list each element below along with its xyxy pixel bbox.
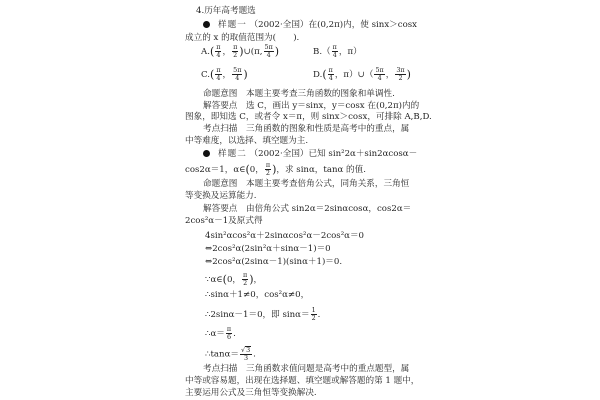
example-1-scan-a: 考点扫描 三角函数的图象和性质是高考中的重点，属: [203, 124, 410, 134]
option-b: B.（ $\frac{\pi}{4}$ ，π）: [313, 43, 362, 59]
example-2-title: [203, 149, 417, 160]
equation-7: ∴α＝ $\frac{\pi}{6}$ .: [205, 325, 236, 341]
section-heading: 4.历年高考题选: [196, 6, 256, 16]
equation-1: 4sin²αcos²α＋2sinαcos²α－2cos²α＝0: [205, 231, 365, 241]
example-2-intent-b: 等变换及运算能力.: [185, 191, 257, 201]
example-2-key-b: 2cos²α－1及原式得: [185, 216, 263, 226]
equation-5: ∴sinα＋1≠0，cos²α≠0，: [205, 290, 310, 300]
bullet-icon: [203, 150, 210, 157]
equation-4: ∵α∈(0， $\frac{\pi}{2}$ )，: [205, 271, 263, 287]
equation-8: ∴tanα＝ $\frac{√3}{3}$ .: [205, 346, 256, 362]
example-1-key-a: 解答要点 选 C，画出 y＝sinx，y＝cosx 在(0,2π)内的: [203, 101, 420, 111]
example-1-key-b: 图象，即知选 C，或者令 x＝π，则 sinx＞cosx，可排除 A,B,D.: [185, 112, 432, 122]
equation-3: ⇔2cos²α(2sinα－1)(sinα＋1)＝0.: [205, 257, 343, 267]
example-2-label: 样题二: [218, 149, 247, 159]
option-d: D.( $\frac{\pi}{4}$ ，π）∪（ $\frac{5\pi}{4}$ ， $\frac{3\pi}{2}$ ): [313, 66, 411, 82]
equation-6: ∴2sinα－1＝0，即 sinα＝ $\frac{1}{2}$ .: [205, 306, 321, 322]
example-2-key-a: 解答要点 由倍角公式 sin2α＝2sinαcosα，cos2α＝: [203, 204, 412, 214]
example-1-intent: 命题意图 本题主要考查三角函数的图象和单调性.: [203, 89, 395, 99]
example-2-question-cont: cos2α＝1，α∈(0， $\frac{\pi}{2}$ )，求 sinα，tanα 的值.: [185, 161, 366, 177]
option-a: A.( $\frac{\pi}{4}$ ， $\frac{\pi}{2}$ )∪(π, $\frac{5\pi}{4}$ ): [201, 43, 280, 59]
example-2-scan-b: 中等或容易题，出现在选择题、填空题或解答题的第 1 题中，: [185, 376, 420, 386]
example-2-source: （2002·全国）已知 sin²2α＋sin2αcosα－: [249, 149, 418, 159]
example-2-scan-a: 考点扫描 三角函数求值问题是高考中的重点题型，属: [203, 364, 410, 374]
example-1-title: [203, 20, 417, 31]
bullet-icon: [203, 21, 210, 28]
example-2-intent-a: 命题意图 本题主要考查倍角公式，同角关系，三角恒: [203, 179, 410, 189]
example-2-scan-c: 主要运用公式及三角恒等变换解决.: [185, 388, 317, 398]
example-1-source: （2002·全国）在(0,2π)内，使 sinx＞cosx: [249, 20, 418, 30]
option-c: C.( $\frac{\pi}{4}$ ， $\frac{5\pi}{4}$ ): [201, 66, 248, 82]
equation-2: ⇔2cos²α(2sin²α＋sinα－1)＝0: [205, 244, 331, 254]
example-1-question-cont: 成立的 x 的取值范围为( ).: [185, 33, 300, 43]
example-1-scan-b: 中等难度，以选择、填空题为主.: [185, 136, 309, 146]
example-1-label: 样题一: [218, 20, 247, 30]
